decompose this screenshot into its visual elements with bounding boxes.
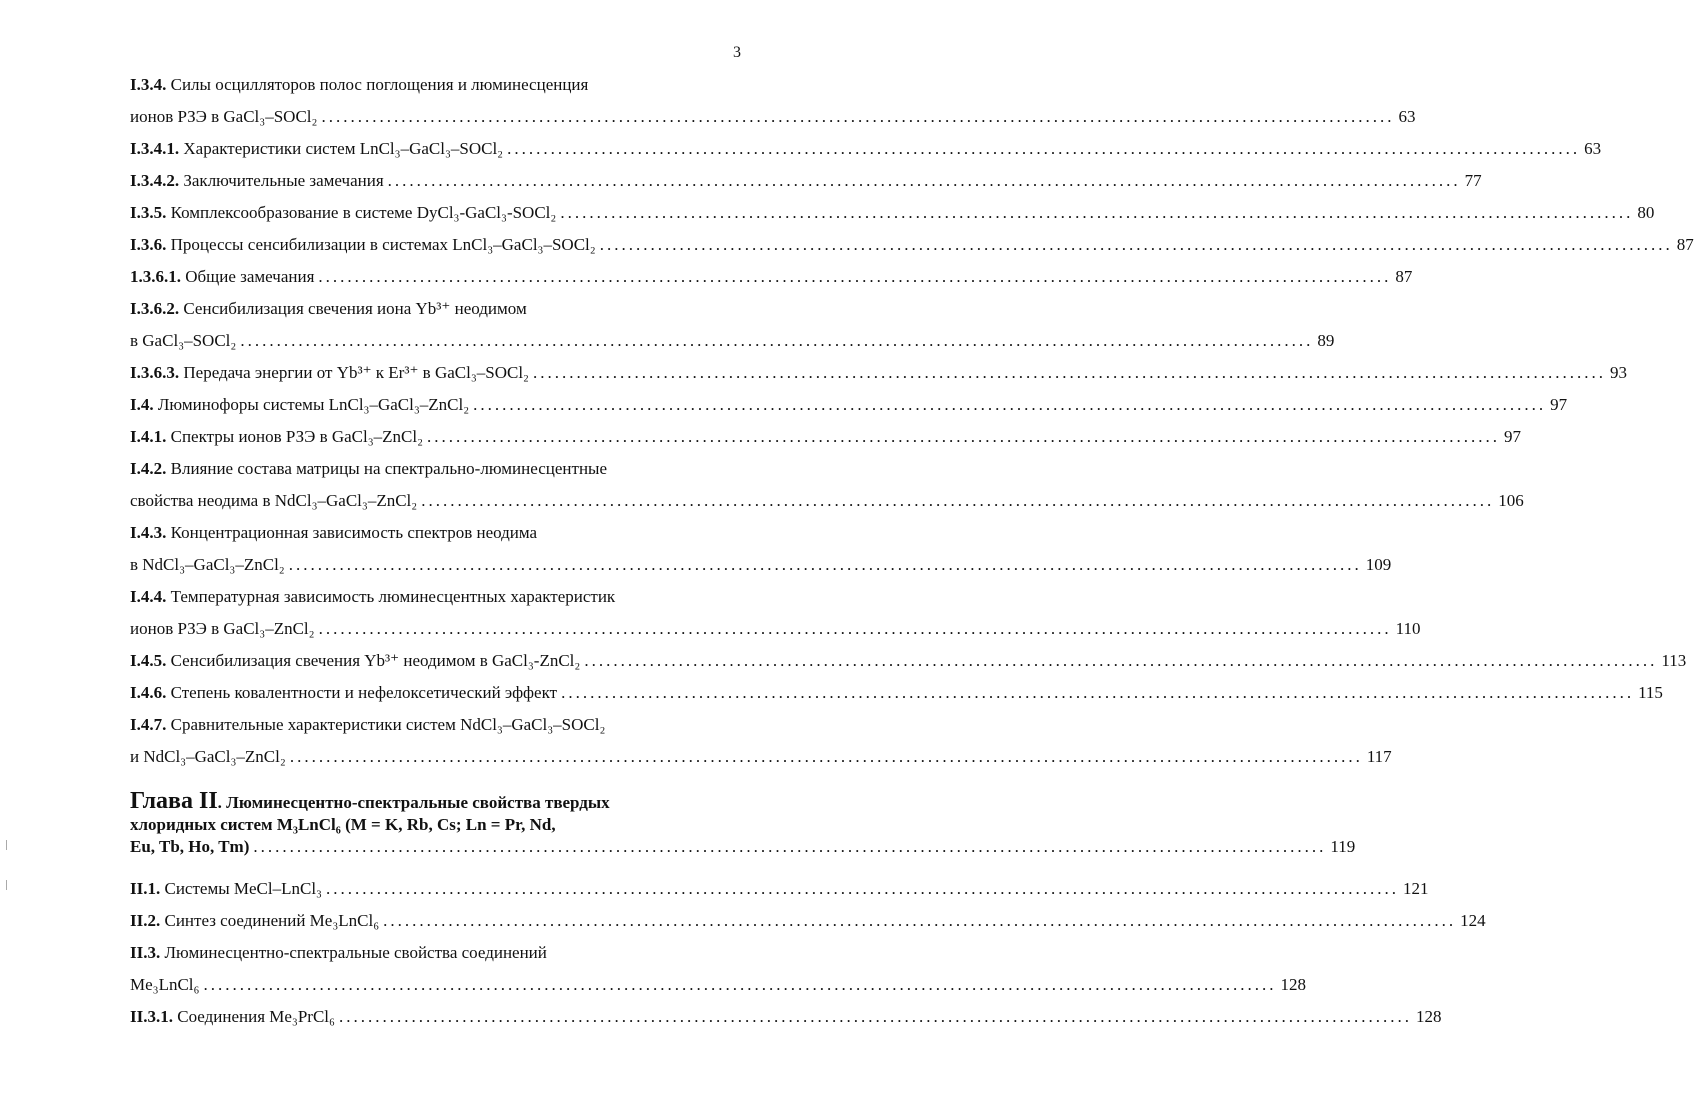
- entry-title: Концентрационная зависимость спектров неодима: [166, 523, 538, 542]
- entry-page: 87: [1676, 235, 1694, 254]
- chapter-title-line2: хлоридных систем M₃LnCl₆ (M = K, Rb, Cs; Ln = Pr, Nd,: [130, 815, 556, 834]
- toc-entry: [130, 714, 708, 736]
- entry-page: 97: [1550, 395, 1568, 414]
- entry-title: Заключительные замечания: [179, 171, 384, 190]
- entry-title: Соединения Me₃PrCl₆: [172, 1007, 335, 1026]
- entry-page: 89: [1317, 331, 1335, 350]
- entry-title: в GaCl₃–SOCl₂: [130, 331, 237, 350]
- entry-number: II.3.: [130, 943, 161, 962]
- dot-leader: ....................................................................................................................................................: [288, 555, 1362, 574]
- entry-title: Температурная зависимость люминесцентных характеристик: [166, 587, 616, 606]
- entry-title: Процессы сенсибилизации в системах LnCl₃–GaCl₃–SOCl₂: [166, 235, 596, 254]
- toc-entry: [130, 170, 1482, 192]
- entry-page: 121: [1402, 879, 1429, 898]
- toc-entry: [130, 394, 1568, 416]
- scan-mark: [6, 880, 10, 890]
- dot-leader: ....................................................................................................................................................: [289, 747, 1363, 766]
- toc-entry: [130, 586, 708, 608]
- entry-title: Сравнительные характеристики систем NdCl₃–GaCl₃–SOCl₂: [166, 715, 606, 734]
- dot-leader: ....................................................................................................................................................: [253, 837, 1327, 856]
- entry-number: I.3.4.2.: [130, 171, 180, 190]
- toc-entry: [130, 650, 1687, 672]
- toc-entry: [130, 1006, 1442, 1028]
- entry-title: свойства неодима в NdCl₃–GaCl₃–ZnCl₂: [130, 491, 418, 510]
- entry-title: Степень ковалентности и нефелоксетический эффект: [166, 683, 558, 702]
- toc-entry: [130, 746, 1392, 768]
- toc-entry: [130, 298, 708, 320]
- entry-title: Люминесцентно-спектральные свойства соединений: [160, 943, 547, 962]
- dot-leader: ....................................................................................................................................................: [560, 203, 1634, 222]
- entry-page: 63: [1584, 139, 1602, 158]
- dot-leader: ....................................................................................................................................................: [584, 651, 1658, 670]
- dot-leader: ....................................................................................................................................................: [561, 683, 1635, 702]
- entry-number: I.4.: [130, 395, 154, 414]
- dot-leader: ....................................................................................................................................................: [532, 363, 1606, 382]
- entry-number: 1.3.6.1.: [130, 267, 181, 286]
- toc-entry: [130, 74, 708, 96]
- toc-entry: [130, 106, 1416, 128]
- entry-title: Передача энергии от Yb³⁺ к Er³⁺ в GaCl₃–SOCl₂: [179, 363, 529, 382]
- dot-leader: ....................................................................................................................................................: [387, 171, 1461, 190]
- chapter-title-line1: . Люминесцентно-спектральные свойства твердых: [217, 793, 610, 812]
- entry-number: I.4.2.: [130, 459, 167, 478]
- entry-page: 128: [1280, 975, 1306, 994]
- entry-title: ионов РЗЭ в GaCl₃–SOCl₂: [130, 107, 318, 126]
- toc-entry: [130, 138, 1602, 160]
- toc-entry: [130, 974, 1306, 996]
- toc-entry: [130, 426, 1522, 448]
- toc-entry: [130, 910, 1486, 932]
- entry-number: I.4.3.: [130, 523, 167, 542]
- entry-page: 106: [1498, 491, 1524, 510]
- toc-entry: [130, 234, 1694, 256]
- entry-title: Спектры ионов РЗЭ в GaCl₃–ZnCl₂: [166, 427, 424, 446]
- toc-entry: [130, 878, 1429, 900]
- entry-page: 80: [1637, 203, 1655, 222]
- entry-page: 110: [1395, 619, 1421, 638]
- entry-title: Me₃LnCl₆: [130, 975, 200, 994]
- entry-page: 115: [1638, 683, 1663, 702]
- entry-title: в NdCl₃–GaCl₃–ZnCl₂: [130, 555, 285, 574]
- dot-leader: ....................................................................................................................................................: [383, 911, 1457, 930]
- entry-title: Сенсибилизация свечения Yb³⁺ неодимом в GaCl₃-ZnCl₂: [166, 651, 581, 670]
- entry-number: II.2.: [130, 911, 161, 930]
- entry-number: II.3.1.: [130, 1007, 173, 1026]
- entry-title: Комплексообразование в системе DyCl₃-GaCl₃-SOCl₂: [166, 203, 557, 222]
- entry-number: I.3.6.: [130, 235, 167, 254]
- entry-page: 97: [1504, 427, 1522, 446]
- dot-leader: ....................................................................................................................................................: [321, 107, 1395, 126]
- chapter-heading: [130, 788, 1356, 858]
- entry-title: и NdCl₃–GaCl₃–ZnCl₂: [130, 747, 286, 766]
- entry-number: I.3.5.: [130, 203, 167, 222]
- dot-leader: ....................................................................................................................................................: [318, 619, 1392, 638]
- entry-title: Влияние состава матрицы на спектрально-люминесцентные: [166, 459, 608, 478]
- entry-number: I.4.4.: [130, 587, 167, 606]
- chapter-title-line3: Eu, Tb, Ho, Tm): [130, 837, 250, 856]
- toc-entry: [130, 682, 1663, 704]
- toc-entry: [130, 942, 708, 964]
- dot-leader: ....................................................................................................................................................: [473, 395, 1547, 414]
- dot-leader: ....................................................................................................................................................: [240, 331, 1314, 350]
- entry-title: Силы осцилляторов полос поглощения и люминесценция: [166, 75, 589, 94]
- entry-page: 77: [1464, 171, 1482, 190]
- toc-entry: [130, 490, 1524, 512]
- entry-number: I.4.1.: [130, 427, 167, 446]
- entry-number: I.3.4.: [130, 75, 167, 94]
- entry-title: Синтез соединений Me₃LnCl₆: [160, 911, 380, 930]
- chapter-page: 119: [1330, 837, 1356, 856]
- chapter-number: Глава II: [130, 788, 218, 814]
- entry-number: I.4.6.: [130, 683, 167, 702]
- dot-leader: ....................................................................................................................................................: [421, 491, 1495, 510]
- entry-title: ионов РЗЭ в GaCl₃–ZnCl₂: [130, 619, 315, 638]
- entry-title: Люминофоры системы LnCl₃–GaCl₃–ZnCl₂: [153, 395, 470, 414]
- entry-number: I.4.5.: [130, 651, 167, 670]
- entry-page: 117: [1366, 747, 1392, 766]
- toc-entry: [130, 554, 1392, 576]
- entry-title: Общие замечания: [181, 267, 315, 286]
- dot-leader: ....................................................................................................................................................: [203, 975, 1277, 994]
- toc-entry: [130, 330, 1335, 352]
- entry-page: 93: [1609, 363, 1627, 382]
- entry-page: 109: [1365, 555, 1392, 574]
- entry-number: I.4.7.: [130, 715, 167, 734]
- dot-leader: ....................................................................................................................................................: [338, 1007, 1412, 1026]
- entry-page: 113: [1661, 651, 1687, 670]
- toc-entry: [130, 266, 1413, 288]
- scan-mark: [6, 840, 10, 850]
- entry-number: II.1.: [130, 879, 161, 898]
- toc-entry: [130, 362, 1627, 384]
- entry-page: 128: [1415, 1007, 1442, 1026]
- dot-leader: ....................................................................................................................................................: [427, 427, 1501, 446]
- entry-number: I.3.4.1.: [130, 139, 180, 158]
- dot-leader: ....................................................................................................................................................: [507, 139, 1581, 158]
- entry-title: Сенсибилизация свечения иона Yb³⁺ неодимом: [179, 299, 527, 318]
- toc-entry: [130, 522, 708, 544]
- entry-page: 63: [1398, 107, 1416, 126]
- page-number: 3: [733, 44, 741, 61]
- toc-entry: [130, 202, 1655, 224]
- dot-leader: ....................................................................................................................................................: [599, 235, 1673, 254]
- toc-entry: [130, 458, 708, 480]
- entry-page: 87: [1395, 267, 1413, 286]
- dot-leader: ....................................................................................................................................................: [325, 879, 1399, 898]
- dot-leader: ....................................................................................................................................................: [318, 267, 1392, 286]
- toc-entry: [130, 618, 1421, 640]
- entry-title: Системы MeCl–LnCl₃: [160, 879, 322, 898]
- entry-page: 124: [1460, 911, 1486, 930]
- entry-title: Характеристики систем LnCl₃–GaCl₃–SOCl₂: [179, 139, 504, 158]
- entry-number: I.3.6.2.: [130, 299, 180, 318]
- entry-number: I.3.6.3.: [130, 363, 180, 382]
